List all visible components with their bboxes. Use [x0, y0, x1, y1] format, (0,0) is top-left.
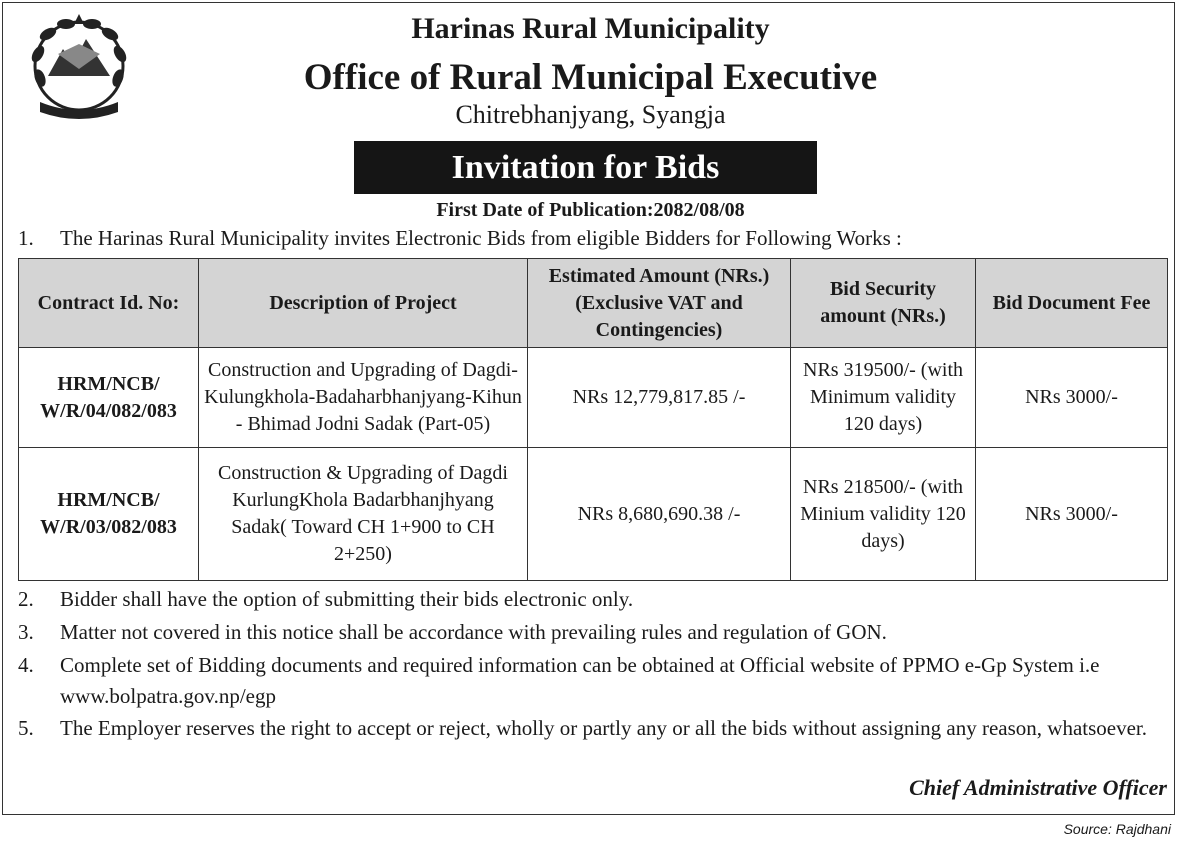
item-text: Complete set of Bidding documents and required information can be obtained at Official website of PPMO e-Gp System i.e www.bolpatra.gov.np/egp	[60, 653, 1100, 708]
item-number: 3.	[18, 620, 34, 644]
municipality-name: Harinas Rural Municipality	[411, 12, 770, 45]
office-title: Office of Rural Municipal Executive	[303, 57, 878, 98]
signature-title: Chief Administrative Officer	[909, 775, 1167, 800]
bid-security: NRs 218500/- (with Minium validity 120 days)	[791, 448, 976, 581]
col-document-fee: Bid Document Fee	[976, 259, 1168, 348]
project-description: Construction and Upgrading of Dagdi-Kulungkhola-Badaharbhanjyang-Kihun - Bhimad Jodni Sadak (Part-05)	[199, 348, 528, 448]
document-fee: NRs 3000/-	[976, 348, 1168, 448]
item-number: 1.	[18, 226, 34, 250]
item-number: 4.	[18, 653, 34, 677]
project-description: Construction & Upgrading of Dagdi KurlungKhola Badarbhanjhyang Sadak( Toward CH 1+900 to CH 2+250)	[199, 448, 528, 581]
item-text: The Harinas Rural Municipality invites Electronic Bids from eligible Bidders for Following Works :	[60, 226, 902, 250]
col-contract-id: Contract Id. No:	[19, 259, 199, 348]
works-table	[18, 258, 1168, 581]
bid-security: NRs 319500/- (with Minimum validity 120 days)	[791, 348, 976, 448]
item-text: Matter not covered in this notice shall be accordance with prevailing rules and regulation of GON.	[60, 620, 887, 644]
table-header-row	[19, 259, 1168, 348]
publication-date: First Date of Publication:2082/08/08	[436, 199, 745, 221]
source-credit: Source: Rajdhani	[1063, 821, 1171, 837]
invitation-banner: Invitation for Bids	[354, 141, 817, 194]
item-text: Bidder shall have the option of submitting their bids electronic only.	[60, 587, 634, 611]
col-description: Description of Project	[199, 259, 528, 348]
estimated-amount: NRs 12,779,817.85 /-	[528, 348, 791, 448]
contract-id: HRM/NCB/ W/R/03/082/083	[19, 448, 199, 581]
col-estimated-amount: Estimated Amount (NRs.) (Exclusive VAT and Contingencies)	[528, 259, 791, 348]
contract-id: HRM/NCB/ W/R/04/082/083	[19, 348, 199, 448]
table-row	[19, 448, 1168, 581]
item-number: 5.	[18, 716, 34, 740]
office-location: Chitrebhanjyang, Syangja	[455, 100, 726, 129]
document-fee: NRs 3000/-	[976, 448, 1168, 581]
item-text: The Employer reserves the right to accept or reject, wholly or partly any or all the bids without assigning any reason, whatsoever.	[60, 716, 1148, 740]
table-row	[19, 348, 1168, 448]
estimated-amount: NRs 8,680,690.38 /-	[528, 448, 791, 581]
item-number: 2.	[18, 587, 34, 611]
col-bid-security: Bid Security amount (NRs.)	[791, 259, 976, 348]
